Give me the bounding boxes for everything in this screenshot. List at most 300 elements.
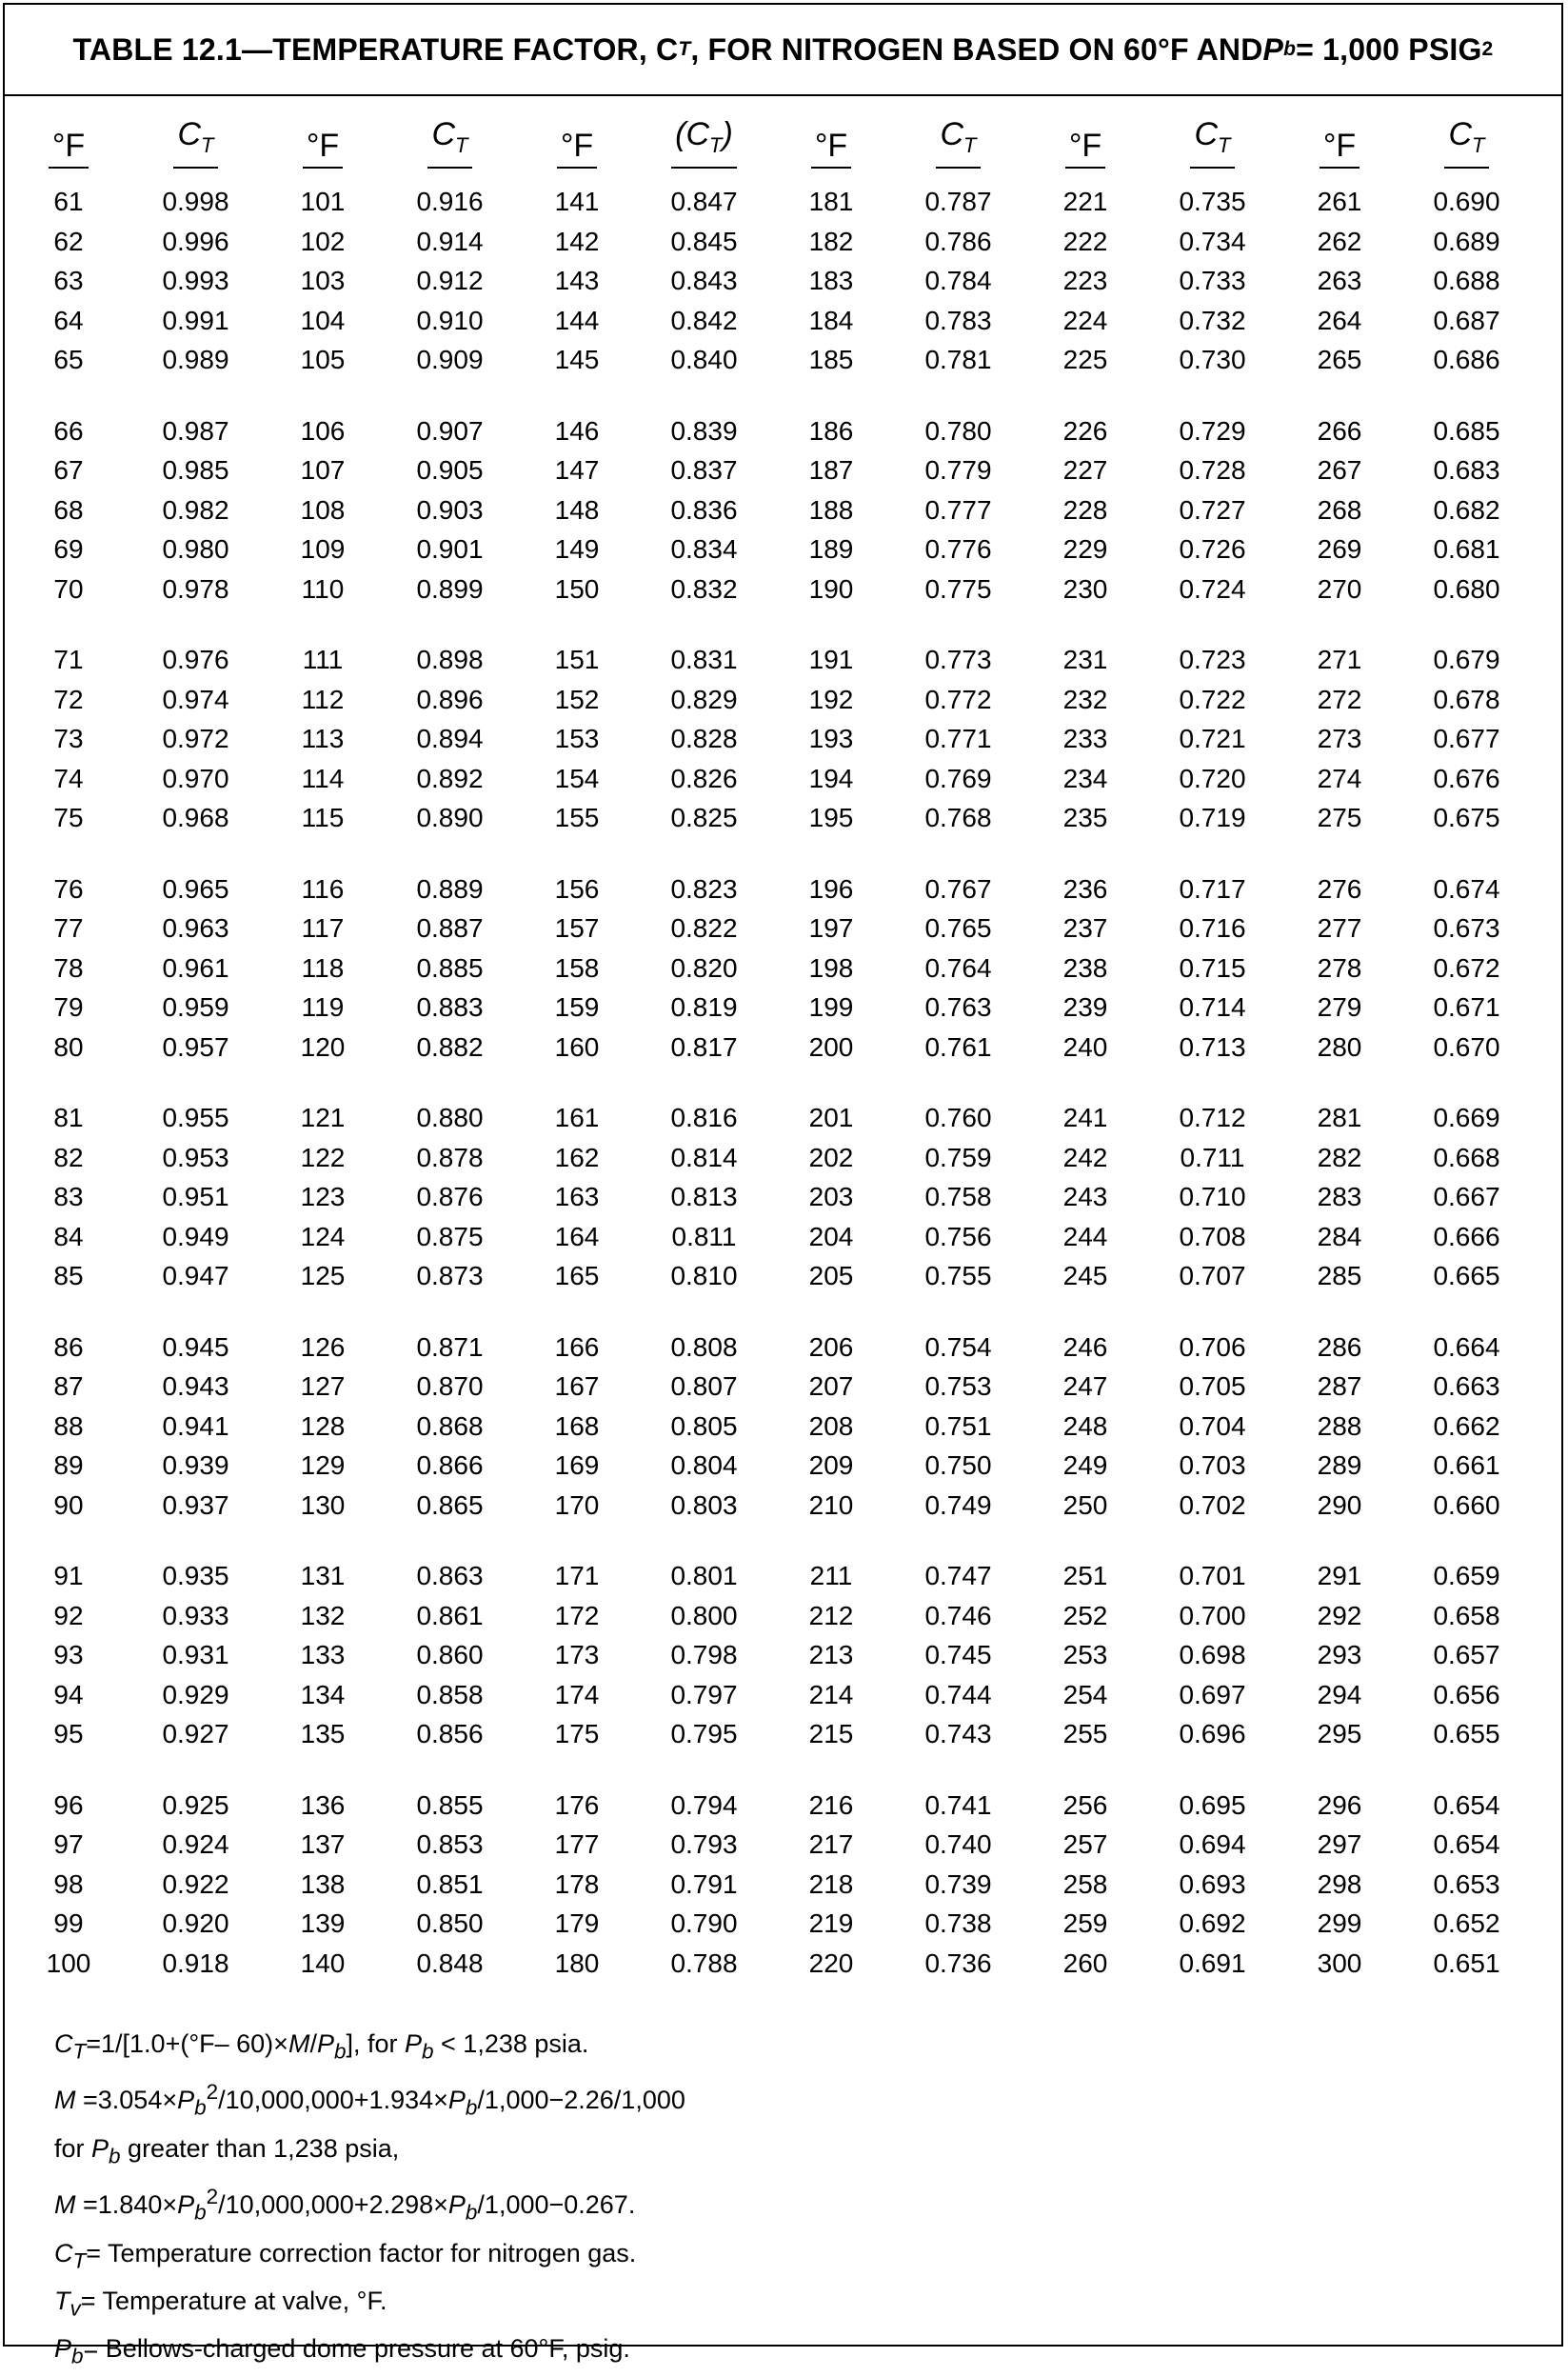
cell-factor: 0.735 [1179,187,1246,216]
cell-factor: 0.677 [1433,724,1500,753]
cell-factor: 0.744 [924,1679,992,1709]
cell-temperature: 211 [809,1561,853,1590]
table-row [22,222,1547,262]
cell-factor: 0.955 [162,1103,229,1132]
cell-factor: 0.875 [416,1221,484,1251]
footnote-segment: P [405,2029,423,2058]
cell-temperature: 245 [1062,1261,1108,1290]
footnote-line [54,2281,1539,2328]
cell-factor: 0.671 [1433,992,1500,1022]
cell-temperature: 275 [1317,803,1362,832]
footnote-line [54,2024,1539,2071]
cell-temperature: 120 [300,1031,346,1062]
cell-temperature: 64 [53,305,84,335]
table-row [22,490,1547,530]
table-row [22,1407,1547,1447]
cell-factor: 0.715 [1179,952,1246,983]
cell-temperature: 206 [808,1331,854,1362]
cell-temperature: 254 [1062,1679,1108,1709]
footnote-segment: / [309,2029,317,2058]
cell-factor: 0.823 [670,873,738,904]
cell-temperature: 213 [808,1640,854,1669]
footnote-segment: = Temperature at valve, °F. [80,2286,387,2315]
cell-factor: 0.840 [670,345,738,374]
cell-factor: 0.713 [1179,1031,1246,1062]
cell-temperature: 158 [554,952,600,983]
cell-temperature: 249 [1062,1450,1108,1480]
table-row [22,759,1547,799]
cell-temperature: 145 [554,345,600,374]
cell-factor: 0.829 [670,684,738,714]
cell-temperature: 130 [300,1489,346,1520]
cell-factor: 0.868 [416,1410,484,1441]
cell-factor: 0.819 [670,992,738,1022]
group-spacer [22,1296,1547,1328]
cell-temperature: 282 [1317,1142,1362,1172]
cell-factor: 0.775 [924,573,992,604]
cell-temperature: 277 [1317,913,1362,943]
cell-factor: 0.720 [1179,763,1246,793]
footnote-line [54,2328,1539,2376]
cell-factor: 0.898 [416,645,484,674]
footnote-segment: T [72,2247,87,2272]
footnote-segment: 2 [206,2080,219,2105]
title-text-3: = 1,000 PSIG [1296,31,1482,67]
cell-factor: 0.978 [162,573,229,604]
cell-temperature: 137 [300,1829,346,1859]
cell-temperature: 100 [46,1948,91,1978]
table-row [22,450,1547,490]
cell-temperature: 191 [808,645,854,674]
cell-factor: 0.694 [1179,1829,1246,1859]
cell-factor: 0.801 [670,1561,738,1590]
cell-temperature: 69 [53,534,84,564]
cell-temperature: 198 [808,952,854,983]
cell-temperature: 240 [1062,1031,1108,1062]
cell-factor: 0.784 [924,266,992,295]
cell-temperature: 149 [554,534,600,564]
cell-factor: 0.963 [162,913,229,943]
cell-temperature: 160 [554,1031,600,1062]
table-row [22,1786,1547,1826]
cell-factor: 0.861 [416,1600,484,1630]
cell-factor: 0.803 [670,1489,738,1520]
cell-factor: 0.882 [416,1031,484,1062]
cell-temperature: 236 [1062,873,1108,904]
cell-factor: 0.783 [924,305,992,335]
cell-temperature: 219 [808,1908,854,1938]
cell-temperature: 101 [300,187,346,216]
cell-temperature: 142 [554,226,600,256]
cell-temperature: 92 [53,1600,84,1630]
table-row [22,301,1547,341]
cell-temperature: 117 [301,913,345,943]
cell-temperature: 123 [300,1182,346,1211]
cell-factor: 0.883 [416,992,484,1022]
cell-factor: 0.828 [670,724,738,753]
cell-temperature: 98 [53,1868,84,1899]
footnote-segment: P [54,2334,72,2364]
cell-temperature: 81 [53,1103,84,1132]
cell-factor: 0.705 [1179,1371,1246,1401]
cell-factor: 0.892 [416,763,484,793]
cell-factor: 0.687 [1433,305,1500,335]
cell-temperature: 233 [1062,724,1108,753]
cell-factor: 0.750 [924,1450,992,1480]
cell-factor: 0.910 [416,305,484,335]
cell-factor: 0.876 [416,1182,484,1211]
cell-factor: 0.905 [416,455,484,485]
cell-temperature: 272 [1317,684,1362,714]
cell-factor: 0.839 [670,415,738,446]
cell-temperature: 225 [1062,345,1108,374]
cell-factor: 0.901 [416,534,484,564]
cell-temperature: 166 [554,1331,600,1362]
cell-temperature: 286 [1317,1331,1362,1362]
cell-temperature: 262 [1317,226,1362,256]
cell-factor: 0.878 [416,1142,484,1172]
cell-factor: 0.807 [670,1371,738,1401]
cell-temperature: 128 [300,1410,346,1441]
cell-temperature: 231 [1062,645,1108,674]
header-ct: $C_T$ [1132,110,1293,169]
table-row [22,869,1547,909]
cell-factor: 0.826 [670,763,738,793]
cell-temperature: 196 [808,873,854,904]
cell-factor: 0.813 [670,1182,738,1211]
footnote-segment: b [422,2039,434,2064]
cell-temperature: 109 [300,534,346,564]
table-row [22,988,1547,1028]
table-row [22,1904,1547,1944]
footnote-segment: /1,000−0.267. [477,2190,636,2220]
cell-temperature: 71 [53,645,84,674]
cell-temperature: 77 [53,913,84,943]
cell-temperature: 257 [1062,1829,1108,1859]
cell-temperature: 279 [1317,992,1362,1022]
table-row [22,1825,1547,1865]
cell-temperature: 235 [1062,803,1108,832]
cell-temperature: 210 [808,1489,854,1520]
cell-temperature: 242 [1062,1142,1108,1172]
footnote-segment: C [54,2029,73,2058]
cell-factor: 0.870 [416,1371,484,1401]
cell-temperature: 195 [808,803,854,832]
cell-temperature: 139 [300,1908,346,1938]
cell-temperature: 232 [1062,684,1108,714]
table-row [22,719,1547,759]
cell-factor: 0.811 [671,1221,737,1251]
cell-factor: 0.982 [162,494,229,525]
cell-temperature: 291 [1317,1561,1362,1590]
cell-temperature: 215 [808,1719,854,1748]
cell-factor: 0.686 [1433,345,1500,374]
cell-factor: 0.831 [670,645,738,674]
cell-temperature: 129 [300,1450,346,1480]
cell-temperature: 106 [300,415,346,446]
cell-factor: 0.909 [416,345,484,374]
title-footnote-ref: 2 [1481,38,1494,60]
cell-temperature: 108 [300,494,346,525]
cell-factor: 0.825 [670,803,738,832]
cell-factor: 0.763 [924,992,992,1022]
cell-factor: 0.673 [1433,913,1500,943]
cell-factor: 0.914 [416,226,484,256]
cell-temperature: 89 [53,1450,84,1480]
cell-temperature: 135 [300,1719,346,1748]
table-row [22,1714,1547,1754]
cell-temperature: 107 [300,455,346,485]
cell-temperature: 261 [1317,187,1362,216]
cell-factor: 0.953 [162,1142,229,1172]
cell-temperature: 124 [300,1221,346,1251]
cell-factor: 0.710 [1179,1182,1246,1211]
table-row [22,169,1547,222]
header-ct: $C_T$ [878,110,1039,169]
cell-factor: 0.761 [924,1031,992,1062]
cell-factor: 0.702 [1179,1489,1246,1520]
table-row [22,1944,1547,1984]
cell-temperature: 237 [1062,913,1108,943]
cell-temperature: 186 [808,415,854,446]
cell-temperature: 90 [53,1489,84,1520]
footnote-segment: M [54,2190,76,2220]
cell-temperature: 118 [301,952,345,983]
cell-temperature: 74 [53,763,84,793]
table-title [5,5,1561,96]
cell-factor: 0.980 [162,534,229,564]
table-row [22,1367,1547,1407]
cell-factor: 0.933 [162,1600,229,1630]
cell-temperature: 162 [554,1142,600,1172]
cell-temperature: 96 [53,1789,84,1820]
cell-factor: 0.689 [1433,226,1500,256]
table-row [22,1556,1547,1596]
cell-factor: 0.951 [162,1182,229,1211]
cell-factor: 0.974 [162,684,229,714]
table-row [22,1098,1547,1138]
table-row [22,1328,1547,1368]
cell-factor: 0.998 [162,187,229,216]
cell-factor: 0.798 [670,1640,738,1669]
table-row [22,1596,1547,1636]
cell-temperature: 226 [1062,415,1108,446]
cell-temperature: 243 [1062,1182,1108,1211]
footnote-segment: = Temperature correction factor for nitrogen gas. [86,2238,637,2267]
footnote-segment: b [465,2200,478,2225]
cell-temperature: 112 [301,684,345,714]
cell-temperature: 173 [554,1640,600,1669]
cell-factor: 0.672 [1433,952,1500,983]
cell-factor: 0.847 [670,187,738,216]
cell-factor: 0.680 [1433,573,1500,604]
cell-temperature: 105 [300,345,346,374]
cell-factor: 0.655 [1433,1719,1500,1748]
cell-temperature: 168 [554,1410,600,1441]
cell-factor: 0.991 [162,305,229,335]
cell-temperature: 121 [300,1103,346,1132]
cell-factor: 0.985 [162,455,229,485]
cell-temperature: 88 [53,1410,84,1441]
footnote-segment: greater than 1,238 psia, [120,2133,400,2163]
cell-factor: 0.769 [924,763,992,793]
cell-temperature: 148 [554,494,600,525]
cell-factor: 0.716 [1179,913,1246,943]
cell-factor: 0.871 [416,1331,484,1362]
table-row [22,909,1547,949]
table-body [22,169,1547,1983]
cell-temperature: 103 [300,266,346,295]
cell-temperature: 82 [53,1142,84,1172]
cell-factor: 0.732 [1179,305,1246,335]
cell-factor: 0.711 [1180,1142,1245,1172]
cell-factor: 0.843 [670,266,738,295]
footnote-segment: b [333,2039,347,2064]
cell-temperature: 229 [1062,534,1108,564]
cell-factor: 0.787 [924,187,992,216]
footnote-segment: < 1,238 psia. [433,2029,589,2058]
cell-temperature: 63 [53,266,84,295]
cell-temperature: 251 [1062,1561,1108,1590]
cell-temperature: 276 [1317,873,1362,904]
cell-factor: 0.743 [924,1719,992,1748]
cell-temperature: 170 [554,1489,600,1520]
cell-temperature: 264 [1317,305,1362,335]
footnote-segment: =1/[1.0+(°F– 60)× [86,2029,288,2058]
cell-temperature: 185 [808,345,854,374]
footnote-segment: /10,000,000+2.298× [218,2190,448,2220]
cell-factor: 0.741 [924,1789,992,1820]
cell-factor: 0.860 [416,1640,484,1669]
cell-temperature: 208 [808,1410,854,1441]
cell-temperature: 269 [1317,534,1362,564]
cell-factor: 0.788 [670,1948,738,1978]
cell-factor: 0.669 [1433,1103,1500,1132]
cell-temperature: 122 [300,1142,346,1172]
cell-factor: 0.771 [924,724,992,753]
cell-factor: 0.707 [1179,1261,1246,1290]
cell-factor: 0.653 [1433,1868,1500,1899]
cell-temperature: 274 [1317,763,1362,793]
cell-temperature: 212 [808,1600,854,1630]
footnote-segment: P [177,2086,195,2115]
cell-temperature: 256 [1062,1789,1108,1820]
cell-factor: 0.925 [162,1789,229,1820]
cell-factor: 0.873 [416,1261,484,1290]
cell-factor: 0.800 [670,1600,738,1630]
cell-factor: 0.678 [1433,684,1500,714]
cell-temperature: 224 [1062,305,1108,335]
cell-temperature: 218 [808,1868,854,1899]
cell-factor: 0.842 [670,305,738,335]
cell-temperature: 265 [1317,345,1362,374]
title-subscript-t: T [678,38,691,60]
cell-temperature: 146 [554,415,600,446]
cell-factor: 0.937 [162,1489,229,1520]
cell-factor: 0.834 [670,534,738,564]
cell-factor: 0.912 [416,266,484,295]
cell-factor: 0.989 [162,345,229,374]
cell-temperature: 93 [53,1640,84,1669]
cell-temperature: 144 [554,305,600,335]
group-spacer [22,1525,1547,1556]
cell-factor: 0.708 [1179,1221,1246,1251]
header-degf: °F [22,110,115,169]
table-row [22,1446,1547,1486]
footnote-segment: for [54,2133,92,2163]
cell-factor: 0.712 [1179,1103,1246,1132]
cell-factor: 0.957 [162,1031,229,1062]
cell-temperature: 299 [1317,1908,1362,1938]
cell-factor: 0.664 [1433,1331,1500,1362]
cell-temperature: 91 [53,1561,84,1590]
footnote-segment: v [69,2296,81,2321]
cell-factor: 0.791 [670,1868,738,1899]
cell-temperature: 95 [53,1719,84,1748]
cell-factor: 0.768 [924,803,992,832]
cell-temperature: 141 [554,187,600,216]
cell-temperature: 86 [53,1331,84,1362]
cell-factor: 0.779 [924,455,992,485]
cell-factor: 0.670 [1433,1031,1500,1062]
cell-temperature: 260 [1062,1948,1108,1978]
cell-factor: 0.751 [924,1410,992,1441]
table-row [22,569,1547,609]
title-subscript-b: b [1283,38,1297,60]
cell-temperature: 85 [53,1261,84,1290]
cell-temperature: 62 [53,226,84,256]
cell-temperature: 273 [1317,724,1362,753]
footnote-segment: b [465,2095,478,2120]
cell-factor: 0.832 [670,573,738,604]
cell-temperature: 247 [1062,1371,1108,1401]
cell-temperature: 222 [1062,226,1108,256]
footnote-segment: P [91,2133,109,2163]
cell-factor: 0.676 [1433,763,1500,793]
cell-factor: 0.747 [924,1561,992,1590]
cell-factor: 0.814 [670,1142,738,1172]
group-spacer [22,609,1547,640]
cell-factor: 0.776 [924,534,992,564]
cell-temperature: 94 [53,1679,84,1709]
header-ct: $C_T$ [1386,110,1547,169]
cell-factor: 0.848 [416,1948,484,1978]
cell-factor: 0.916 [416,187,484,216]
table-row [22,1177,1547,1217]
footnote-segment: M [288,2029,310,2058]
cell-factor: 0.679 [1433,645,1500,674]
cell-temperature: 183 [808,266,854,295]
cell-temperature: 154 [554,763,600,793]
cell-factor: 0.696 [1179,1719,1246,1748]
cell-temperature: 115 [301,803,345,832]
cell-factor: 0.927 [162,1719,229,1748]
header-degf: °F [276,110,369,169]
cell-factor: 0.773 [924,645,992,674]
cell-temperature: 295 [1317,1719,1362,1748]
footnote-segment: b [109,2144,121,2168]
cell-temperature: 205 [808,1261,854,1290]
cell-factor: 0.922 [162,1868,229,1899]
cell-temperature: 104 [300,305,346,335]
cell-temperature: 255 [1062,1719,1108,1748]
header-row [22,110,1547,169]
cell-temperature: 80 [53,1031,84,1062]
cell-temperature: 248 [1062,1410,1108,1441]
footnote-segment: = Bellows-charged dome pressure at 60°F, psig. [83,2334,630,2364]
cell-temperature: 268 [1317,494,1362,525]
cell-temperature: 83 [53,1182,84,1211]
